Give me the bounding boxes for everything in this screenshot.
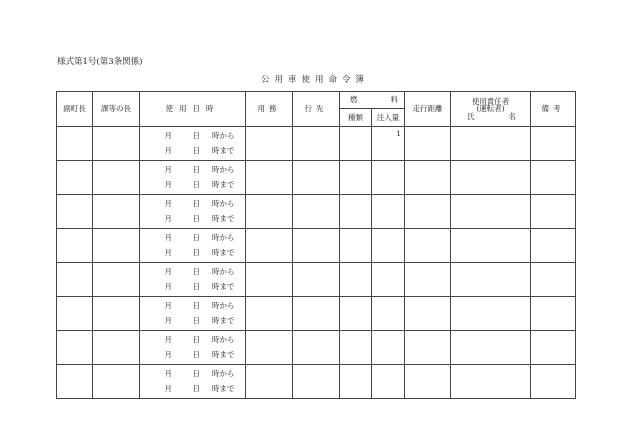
purpose-cell[interactable] <box>246 229 293 263</box>
fuel-type-cell[interactable] <box>340 331 372 365</box>
header-fuel-amount: 注入量 <box>372 109 405 127</box>
section-chief-seal-cell[interactable] <box>93 195 140 229</box>
responsible-person-cell[interactable] <box>451 297 531 331</box>
month-label: 月 <box>164 248 172 258</box>
day-label: 日 <box>192 316 200 326</box>
month-label: 月 <box>164 316 172 326</box>
header-mileage: 走行距離 <box>405 92 451 127</box>
table-row <box>57 365 576 399</box>
header-fuel <box>340 92 405 109</box>
responsible-person-cell[interactable] <box>451 229 531 263</box>
day-label: 日 <box>192 233 200 243</box>
remarks-cell[interactable] <box>531 365 576 399</box>
mileage-cell[interactable] <box>405 263 451 297</box>
fuel-amount-cell[interactable] <box>372 365 405 399</box>
usage-datetime-cell[interactable] <box>140 331 246 365</box>
day-label: 日 <box>192 384 200 394</box>
fuel-type-cell[interactable] <box>340 229 372 263</box>
header-responsible-line2: (運転者) <box>476 104 505 114</box>
month-label: 月 <box>164 369 172 379</box>
destination-cell[interactable] <box>293 263 340 297</box>
destination-cell[interactable] <box>293 297 340 331</box>
hour-to-label: 時まで <box>212 146 235 156</box>
time-from-line <box>140 129 245 144</box>
form-title: 公用車使用命令簿 <box>260 75 369 85</box>
fuel-type-cell[interactable] <box>340 195 372 229</box>
time-to-line <box>140 178 245 193</box>
month-label: 月 <box>164 131 172 141</box>
destination-cell[interactable] <box>293 195 340 229</box>
purpose-cell[interactable] <box>246 127 293 161</box>
mileage-cell[interactable] <box>405 365 451 399</box>
purpose-cell[interactable] <box>246 331 293 365</box>
month-label: 月 <box>164 350 172 360</box>
hour-to-label: 時まで <box>212 350 235 360</box>
time-to-line <box>140 144 245 159</box>
month-label: 月 <box>164 267 172 277</box>
day-label: 日 <box>192 248 200 258</box>
fuel-amount-cell[interactable]: 1 <box>372 127 405 161</box>
vice-mayor-seal-cell[interactable] <box>57 331 93 365</box>
time-to-line <box>140 280 245 295</box>
mileage-cell[interactable] <box>405 229 451 263</box>
remarks-cell[interactable] <box>531 161 576 195</box>
month-label: 月 <box>164 233 172 243</box>
time-from-line <box>140 197 245 212</box>
table-row <box>57 127 576 161</box>
header-section-chief: 課等の長 <box>93 92 140 127</box>
hour-to-label: 時まで <box>212 214 235 224</box>
hour-from-label: 時から <box>212 369 235 379</box>
header-purpose: 用務 <box>246 92 293 127</box>
responsible-person-cell[interactable] <box>451 161 531 195</box>
hour-to-label: 時まで <box>212 316 235 326</box>
month-label: 月 <box>164 282 172 292</box>
header-responsible-name <box>451 113 530 121</box>
day-label: 日 <box>192 369 200 379</box>
vehicle-usage-register-table <box>56 91 576 399</box>
header-responsible-person <box>451 92 531 127</box>
responsible-person-cell[interactable] <box>451 195 531 229</box>
vice-mayor-seal-cell[interactable] <box>57 229 93 263</box>
month-label: 月 <box>164 384 172 394</box>
month-label: 月 <box>164 199 172 209</box>
purpose-cell[interactable] <box>246 161 293 195</box>
hour-to-label: 時まで <box>212 384 235 394</box>
day-label: 日 <box>192 282 200 292</box>
day-label: 日 <box>192 199 200 209</box>
remarks-cell[interactable] <box>531 229 576 263</box>
hour-to-label: 時まで <box>212 248 235 258</box>
header-destination: 行先 <box>293 92 340 127</box>
mileage-cell[interactable] <box>405 297 451 331</box>
month-label: 月 <box>164 165 172 175</box>
fuel-type-cell[interactable] <box>340 127 372 161</box>
hour-from-label: 時から <box>212 267 235 277</box>
month-label: 月 <box>164 146 172 156</box>
hour-from-label: 時から <box>212 233 235 243</box>
responsible-person-cell[interactable] <box>451 127 531 161</box>
time-from-line <box>140 299 245 314</box>
day-label: 日 <box>192 146 200 156</box>
fuel-amount-cell[interactable] <box>372 195 405 229</box>
destination-cell[interactable] <box>293 229 340 263</box>
month-label: 月 <box>164 214 172 224</box>
section-chief-seal-cell[interactable] <box>93 365 140 399</box>
remarks-cell[interactable] <box>531 195 576 229</box>
mileage-cell[interactable] <box>405 161 451 195</box>
fuel-amount-cell[interactable] <box>372 229 405 263</box>
destination-cell[interactable] <box>293 161 340 195</box>
header-responsible-line1: 使用責任者 <box>471 96 510 106</box>
usage-datetime-cell[interactable] <box>140 229 246 263</box>
day-label: 日 <box>192 214 200 224</box>
month-label: 月 <box>164 301 172 311</box>
fuel-amount-cell[interactable] <box>372 263 405 297</box>
responsible-person-cell[interactable] <box>451 365 531 399</box>
vice-mayor-seal-cell[interactable] <box>57 365 93 399</box>
remarks-cell[interactable] <box>531 297 576 331</box>
fuel-type-cell[interactable] <box>340 161 372 195</box>
usage-datetime-cell[interactable] <box>140 365 246 399</box>
purpose-cell[interactable] <box>246 365 293 399</box>
usage-datetime-cell[interactable] <box>140 263 246 297</box>
hour-from-label: 時から <box>212 335 235 345</box>
time-from-line <box>140 265 245 280</box>
time-from-line <box>140 367 245 382</box>
fuel-type-cell[interactable] <box>340 297 372 331</box>
header-vice-mayor: 副町長 <box>57 92 93 127</box>
time-to-line <box>140 246 245 261</box>
header-remarks: 備考 <box>531 92 576 127</box>
remarks-cell[interactable] <box>531 331 576 365</box>
fuel-type-cell[interactable] <box>340 365 372 399</box>
vice-mayor-seal-cell[interactable] <box>57 161 93 195</box>
header-fuel-right: 料 <box>390 95 398 105</box>
vice-mayor-seal-cell[interactable] <box>57 297 93 331</box>
fuel-type-cell[interactable] <box>340 263 372 297</box>
purpose-cell[interactable] <box>246 297 293 331</box>
day-label: 日 <box>192 131 200 141</box>
table-row <box>57 297 576 331</box>
vice-mayor-seal-cell[interactable] <box>57 127 93 161</box>
section-chief-seal-cell[interactable] <box>93 331 140 365</box>
hour-from-label: 時から <box>212 131 235 141</box>
responsible-person-cell[interactable] <box>451 263 531 297</box>
day-label: 日 <box>192 180 200 190</box>
hour-to-label: 時まで <box>212 282 235 292</box>
time-from-line <box>140 231 245 246</box>
mileage-cell[interactable] <box>405 195 451 229</box>
remarks-cell[interactable] <box>531 263 576 297</box>
header-row <box>57 92 576 109</box>
section-chief-seal-cell[interactable] <box>93 127 140 161</box>
table-row <box>57 263 576 297</box>
hour-from-label: 時から <box>212 199 235 209</box>
time-from-line <box>140 333 245 348</box>
header-fuel-left: 燃 <box>350 95 358 105</box>
header-usage-datetime: 使用日時 <box>140 92 246 127</box>
remarks-cell[interactable] <box>531 127 576 161</box>
usage-datetime-cell[interactable] <box>140 297 246 331</box>
table-row <box>57 161 576 195</box>
fuel-amount-cell[interactable] <box>372 161 405 195</box>
fuel-amount-cell[interactable] <box>372 331 405 365</box>
table-row <box>57 331 576 365</box>
hour-from-label: 時から <box>212 165 235 175</box>
table-row <box>57 229 576 263</box>
form-number: 様式第1号(第3条関係) <box>57 57 143 67</box>
mileage-cell[interactable] <box>405 127 451 161</box>
purpose-cell[interactable] <box>246 263 293 297</box>
day-label: 日 <box>192 165 200 175</box>
time-to-line <box>140 314 245 329</box>
mileage-cell[interactable] <box>405 331 451 365</box>
header-responsible-name-left: 氏 <box>467 111 475 121</box>
time-to-line <box>140 212 245 227</box>
month-label: 月 <box>164 180 172 190</box>
day-label: 日 <box>192 350 200 360</box>
section-chief-seal-cell[interactable] <box>93 161 140 195</box>
destination-cell[interactable] <box>293 127 340 161</box>
section-chief-seal-cell[interactable] <box>93 263 140 297</box>
time-to-line <box>140 348 245 363</box>
fuel-amount-cell[interactable] <box>372 297 405 331</box>
hour-from-label: 時から <box>212 301 235 311</box>
purpose-cell[interactable] <box>246 195 293 229</box>
time-from-line <box>140 163 245 178</box>
header-responsible-name-right: 名 <box>508 111 516 121</box>
day-label: 日 <box>192 267 200 277</box>
usage-datetime-cell[interactable] <box>140 127 246 161</box>
day-label: 日 <box>192 335 200 345</box>
hour-to-label: 時まで <box>212 180 235 190</box>
vice-mayor-seal-cell[interactable] <box>57 195 93 229</box>
destination-cell[interactable] <box>293 331 340 365</box>
table-row <box>57 195 576 229</box>
usage-datetime-cell[interactable] <box>140 161 246 195</box>
month-label: 月 <box>164 335 172 345</box>
responsible-person-cell[interactable] <box>451 331 531 365</box>
destination-cell[interactable] <box>293 365 340 399</box>
section-chief-seal-cell[interactable] <box>93 229 140 263</box>
usage-datetime-cell[interactable] <box>140 195 246 229</box>
vice-mayor-seal-cell[interactable] <box>57 263 93 297</box>
section-chief-seal-cell[interactable] <box>93 297 140 331</box>
header-fuel-type: 種類 <box>340 109 372 127</box>
day-label: 日 <box>192 301 200 311</box>
time-to-line <box>140 382 245 397</box>
